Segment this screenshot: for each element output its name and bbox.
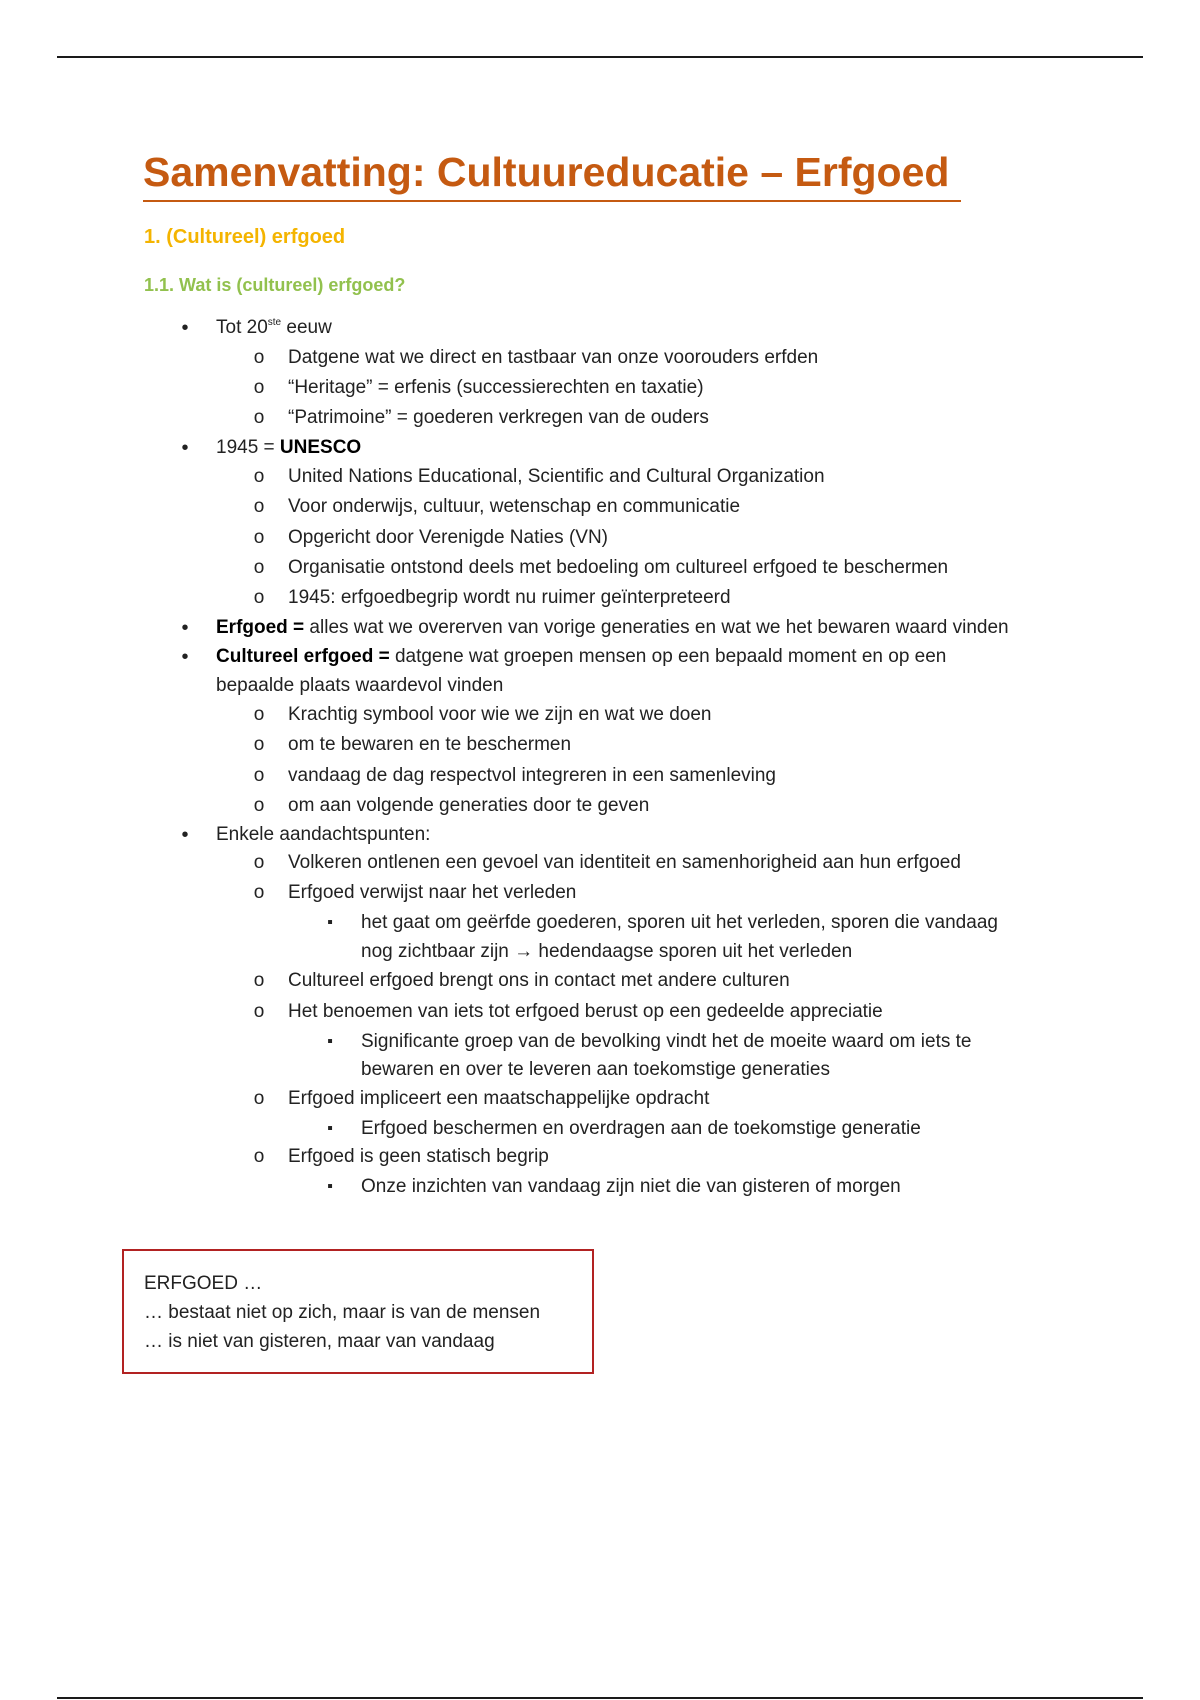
bullet-circle-icon: o <box>253 496 265 517</box>
bullet-dot-icon: • <box>181 617 189 639</box>
bullet-square-icon: ▪ <box>327 914 333 931</box>
bullet-circle-icon: o <box>253 734 265 755</box>
callout-line-1: ERFGOED … <box>144 1273 263 1294</box>
heading-1-1: 1.1. Wat is (cultureel) erfgoed? <box>144 275 406 295</box>
callout-line-2: … bestaat niet op zich, maar is van de mensen <box>144 1302 541 1323</box>
bullet-dot-icon: • <box>181 824 189 846</box>
erfgoed-callout-box <box>122 1249 594 1374</box>
bullet-circle-icon: o <box>253 970 265 991</box>
bullet-circle-icon: o <box>253 1088 265 1109</box>
bullet-circle-icon: o <box>253 587 265 608</box>
bullet-square-icon: ▪ <box>327 1178 333 1195</box>
bullet-circle-icon: o <box>253 882 265 903</box>
bullet-circle-icon: o <box>253 704 265 725</box>
bullet-circle-icon: o <box>253 377 265 398</box>
bullet-circle-icon: o <box>253 852 265 873</box>
top-rule <box>57 56 1143 58</box>
bullet-circle-icon: o <box>253 527 265 548</box>
bottom-rule <box>57 1697 1143 1699</box>
heading-1: 1. (Cultureel) erfgoed <box>144 226 346 248</box>
bullet-square-icon: ▪ <box>327 1120 333 1137</box>
document-title: Samenvatting: Cultuureducatie – Erfgoed <box>143 148 961 202</box>
bullet-circle-icon: o <box>253 795 265 816</box>
bullet-circle-icon: o <box>253 765 265 786</box>
bullet-square-icon: ▪ <box>327 1033 333 1050</box>
bullet-circle-icon: o <box>253 347 265 368</box>
bullet-circle-icon: o <box>253 1146 265 1167</box>
bullet-dot-icon: • <box>181 646 189 668</box>
bullet-circle-icon: o <box>253 557 265 578</box>
bullet-dot-icon: • <box>181 437 189 459</box>
bullet-circle-icon: o <box>253 1001 265 1022</box>
bullet-circle-icon: o <box>253 407 265 428</box>
bullet-dot-icon: • <box>181 317 189 339</box>
callout-line-3: … is niet van gisteren, maar van vandaag <box>144 1331 495 1352</box>
bullet-circle-icon: o <box>253 466 265 487</box>
